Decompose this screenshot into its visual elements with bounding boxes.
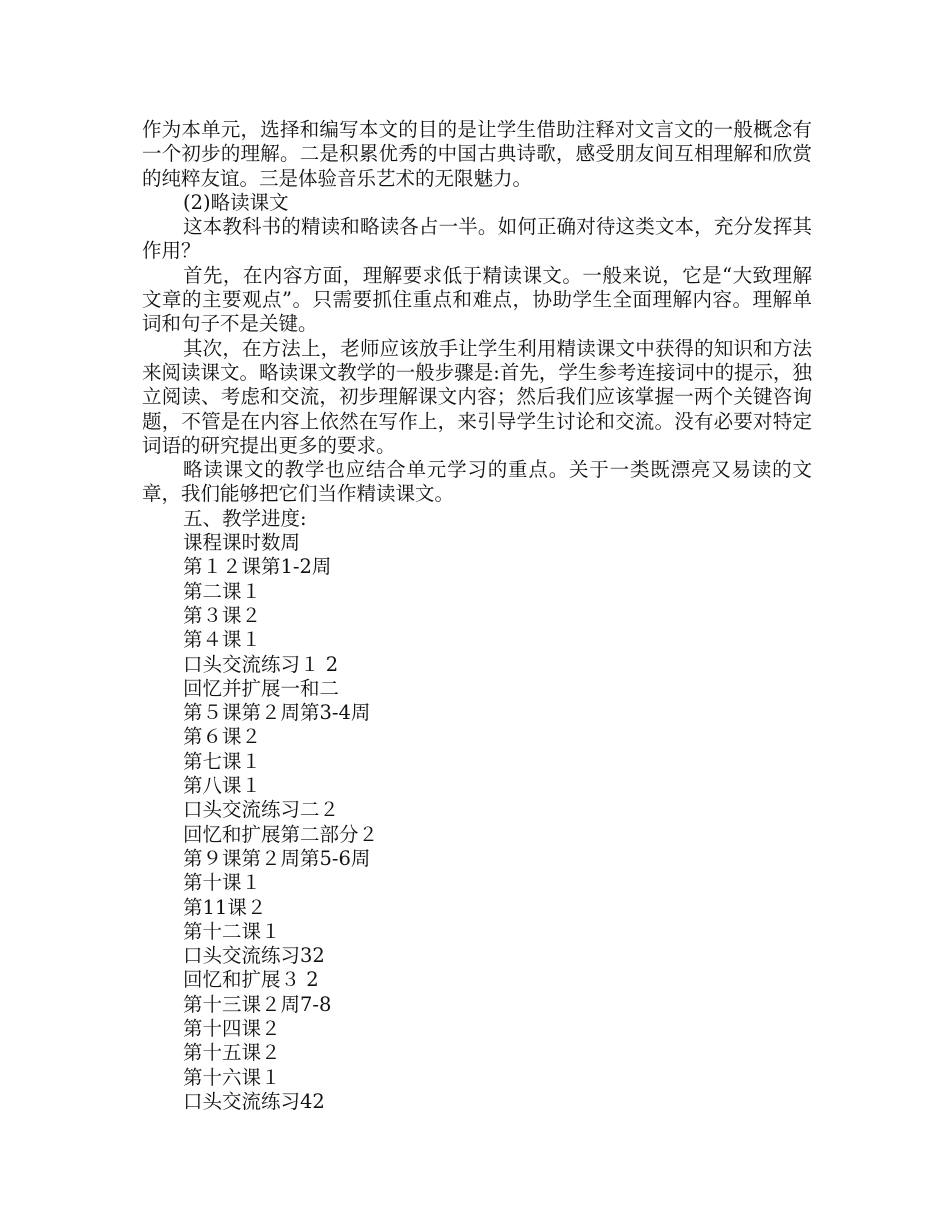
schedule-row: 第十课１ (183, 871, 262, 895)
schedule-row: 第十三课２周7-8 (183, 992, 332, 1016)
schedule-row: 第９课第２周第5-6周 (183, 846, 371, 870)
schedule-row: 第十五课２ (183, 1041, 281, 1065)
schedule-row: 第３课２ (183, 603, 262, 627)
schedule-row: 第４课１ (183, 628, 262, 652)
schedule-row: 第５课第２周第3-4周 (183, 701, 371, 725)
document-page (142, 118, 812, 1114)
schedule-row: 第十六课１ (183, 1065, 281, 1089)
schedule-row: 口头交流练习32 (183, 944, 325, 968)
schedule-row: 回忆和扩展３ 2 (183, 968, 319, 992)
schedule-row: 回忆并扩展一和二 (183, 676, 340, 700)
body-paragraph: 作为本单元，选择和编写本文的目的是让学生借助注释对文言文的一般概念有一个初步的理解。二是积累优秀的中国古典诗歌，感受朋友间互相理解和欣赏的纯粹友谊。三是体验音乐艺术的无限魅力。 (142, 118, 812, 190)
body-paragraph: 首先，在内容方面，理解要求低于精读课文。一般来说，它是“大致理解文章的主要观点”。只需要抓住重点和难点，协助学生全面理解内容。理解单词和句子不是关键。 (142, 263, 812, 336)
schedule-row: 第二课１ (183, 579, 262, 603)
schedule-row: 第十二课１ (183, 919, 281, 943)
schedule-row: 口头交流练习42 (183, 1089, 325, 1113)
schedule-row: 第11课２ (183, 895, 267, 919)
schedule-list (142, 555, 812, 1114)
schedule-row: 第６课２ (183, 725, 262, 749)
body-paragraph: 这本教科书的精读和略读各占一半。如何正确对待这类文本，充分发挥其作用？ (142, 215, 812, 263)
schedule-row: 回忆和扩展第二部分２ (183, 822, 379, 846)
schedule-row: 口头交流练习二２ (183, 798, 340, 822)
schedule-row: 第七课１ (183, 749, 262, 773)
body-paragraph: 其次，在方法上，老师应该放手让学生利用精读课文中获得的知识和方法来阅读课文。略读课文教学的一般步骤是:首先，学生参考连接词中的提示，独立阅读、考虑和交流，初步理解课文内容；然后我们应该掌握一两个关键咨询题，不管是在内容上依然在写作上，来引导学生讨论和交流。没有必要对特定词语的研究提出更多的要求。 (142, 336, 812, 457)
body-paragraph: 略读课文的教学也应结合单元学习的重点。关于一类既漂亮又易读的文章，我们能够把它们当作精读课文。 (142, 458, 812, 506)
section-heading-skim-reading: (2)略读课文 (183, 190, 289, 214)
schedule-row: 口头交流练习１ 2 (183, 652, 339, 676)
schedule-header-row: 课程课时数周 (183, 531, 301, 555)
schedule-row: 第十四课２ (183, 1016, 281, 1040)
schedule-heading: 五、教学进度: (183, 506, 307, 530)
schedule-row: 第八课１ (183, 774, 262, 798)
schedule-row: 第１２课第1-2周 (183, 555, 332, 579)
